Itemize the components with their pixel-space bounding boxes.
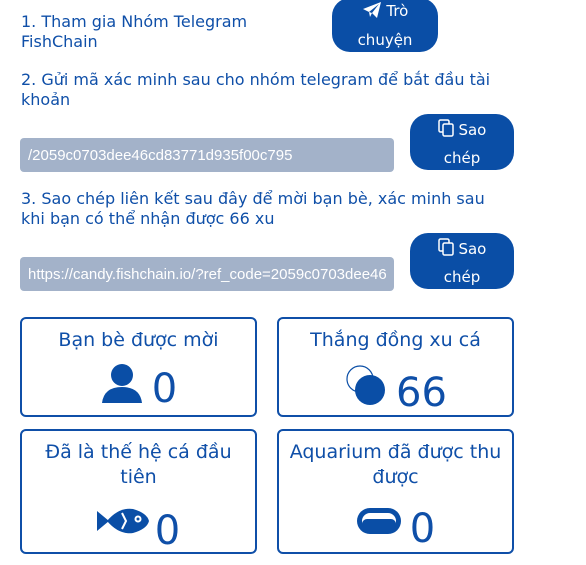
telegram-icon xyxy=(362,1,382,27)
copy-code-label-2: chép xyxy=(443,149,481,167)
aquarium-card xyxy=(277,429,514,554)
copy-code-label-1: Sao xyxy=(458,121,487,139)
friends-invited-card xyxy=(20,317,257,417)
aquarium-value: 0 xyxy=(409,506,436,552)
copy-link-label-2: chép xyxy=(443,268,481,286)
fish-icon xyxy=(97,507,149,539)
coin-icon xyxy=(344,363,388,411)
user-icon xyxy=(100,363,144,407)
copy-icon xyxy=(438,238,454,264)
telegram-chat-label-2: chuyện xyxy=(357,31,413,49)
aquarium-icon xyxy=(356,507,402,539)
step-3-text: 3. Sao chép liên kết sau đây để mời bạn bè, xác minh sau khi bạn có thể nhận được 66 xu xyxy=(21,189,485,228)
first-gen-fish-label: Đã là thế hệ cá đầu tiên xyxy=(45,441,232,488)
referral-link-field[interactable] xyxy=(20,257,394,291)
first-gen-fish-value: 0 xyxy=(154,508,181,554)
step-2-text: 2. Gửi mã xác minh sau cho nhóm telegram để bắt đầu tài khoản xyxy=(21,70,491,109)
step-1-text: 1. Tham gia Nhóm Telegram FishChain xyxy=(21,12,248,51)
first-gen-fish-card xyxy=(20,429,257,554)
telegram-chat-label-1: Trò xyxy=(386,2,409,20)
coins-won-card xyxy=(277,317,514,417)
verification-code-field[interactable] xyxy=(20,138,394,172)
copy-link-label-1: Sao xyxy=(458,240,487,258)
copy-code-button[interactable] xyxy=(410,114,514,170)
copy-link-button[interactable] xyxy=(410,233,514,289)
copy-icon xyxy=(438,119,454,145)
friends-invited-label: Bạn bè được mời xyxy=(58,329,219,351)
aquarium-label: Aquarium đã được thu được xyxy=(289,441,502,488)
coins-won-label: Thắng đồng xu cá xyxy=(310,329,481,351)
coins-won-value: 66 xyxy=(396,370,447,416)
telegram-chat-button[interactable] xyxy=(332,0,438,52)
friends-invited-value: 0 xyxy=(151,366,178,412)
